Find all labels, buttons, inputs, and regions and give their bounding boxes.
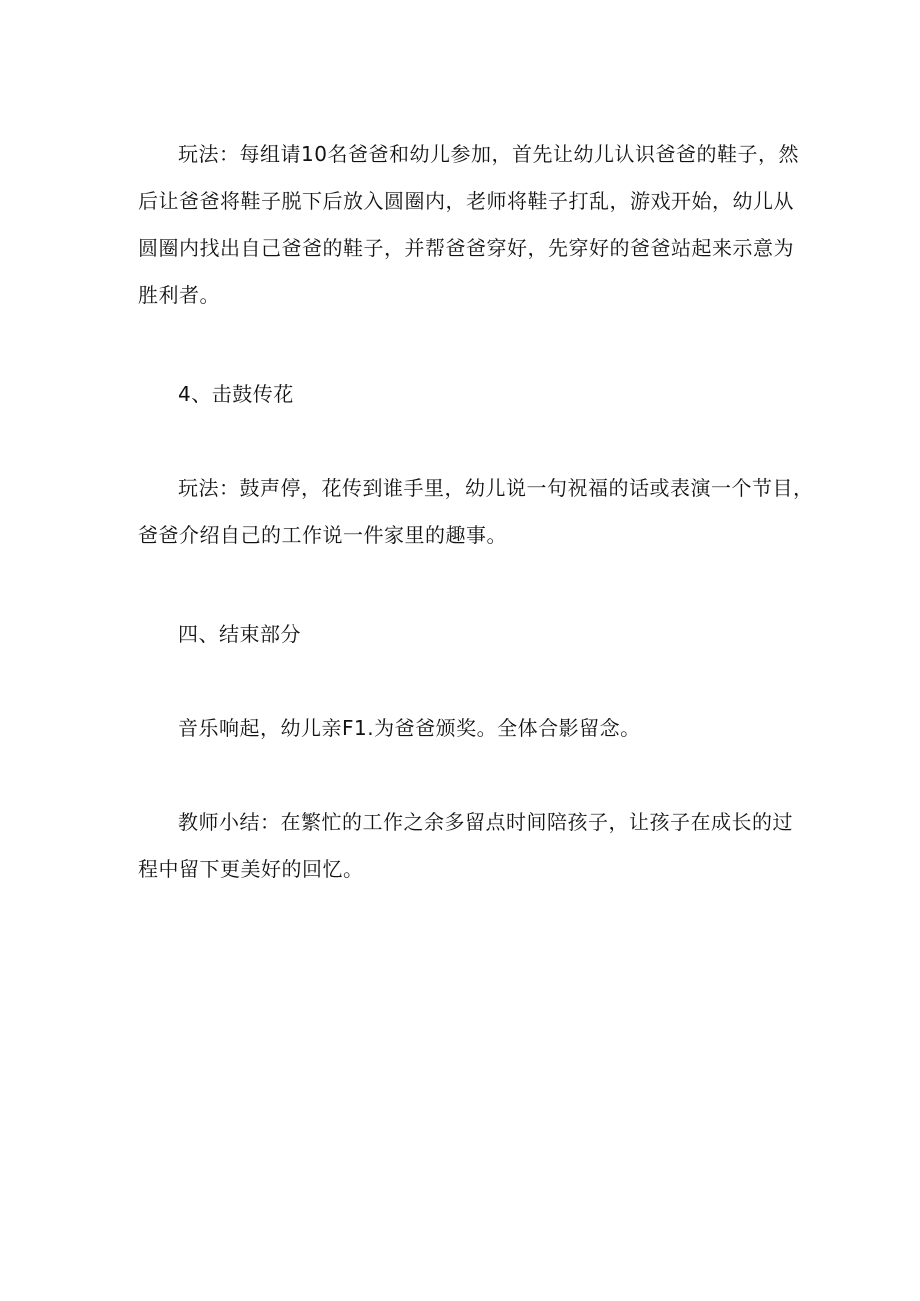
paragraph-line: 音乐响起，幼儿亲F1.为爸爸颁奖。全体合影留念。 [178,716,641,740]
paragraph-line: 玩法：鼓声停，花传到谁手里，幼儿说一句祝福的话或表演一个节目， [178,476,814,500]
paragraph-line: 爸爸介绍自己的工作说一件家里的趣事。 [138,523,507,547]
paragraph-line: 后让爸爸将鞋子脱下后放入圆圈内，老师将鞋子打乱，游戏开始，幼儿从 [138,189,794,213]
section-heading-drum-flower: 4、击鼓传花 [178,382,294,406]
paragraph-line: 教师小结：在繁忙的工作之余多留点时间陪孩子，让孩子在成长的过 [178,810,793,834]
section-heading-ending: 四、结束部分 [178,622,301,646]
paragraph-line: 圆圈内找出自己爸爸的鞋子，并帮爸爸穿好，先穿好的爸爸站起来示意为 [138,236,794,260]
paragraph-teacher-summary [138,799,793,893]
paragraph-gameplay-drum [138,465,814,559]
paragraph-music-awards [138,705,788,752]
paragraph-gameplay-shoes [138,131,799,319]
paragraph-line: 玩法：每组请10名爸爸和幼儿参加，首先让幼儿认识爸爸的鞋子，然 [178,142,799,166]
paragraph-line: 胜利者。 [138,283,220,307]
paragraph-line: 程中留下更美好的回忆。 [138,857,364,881]
